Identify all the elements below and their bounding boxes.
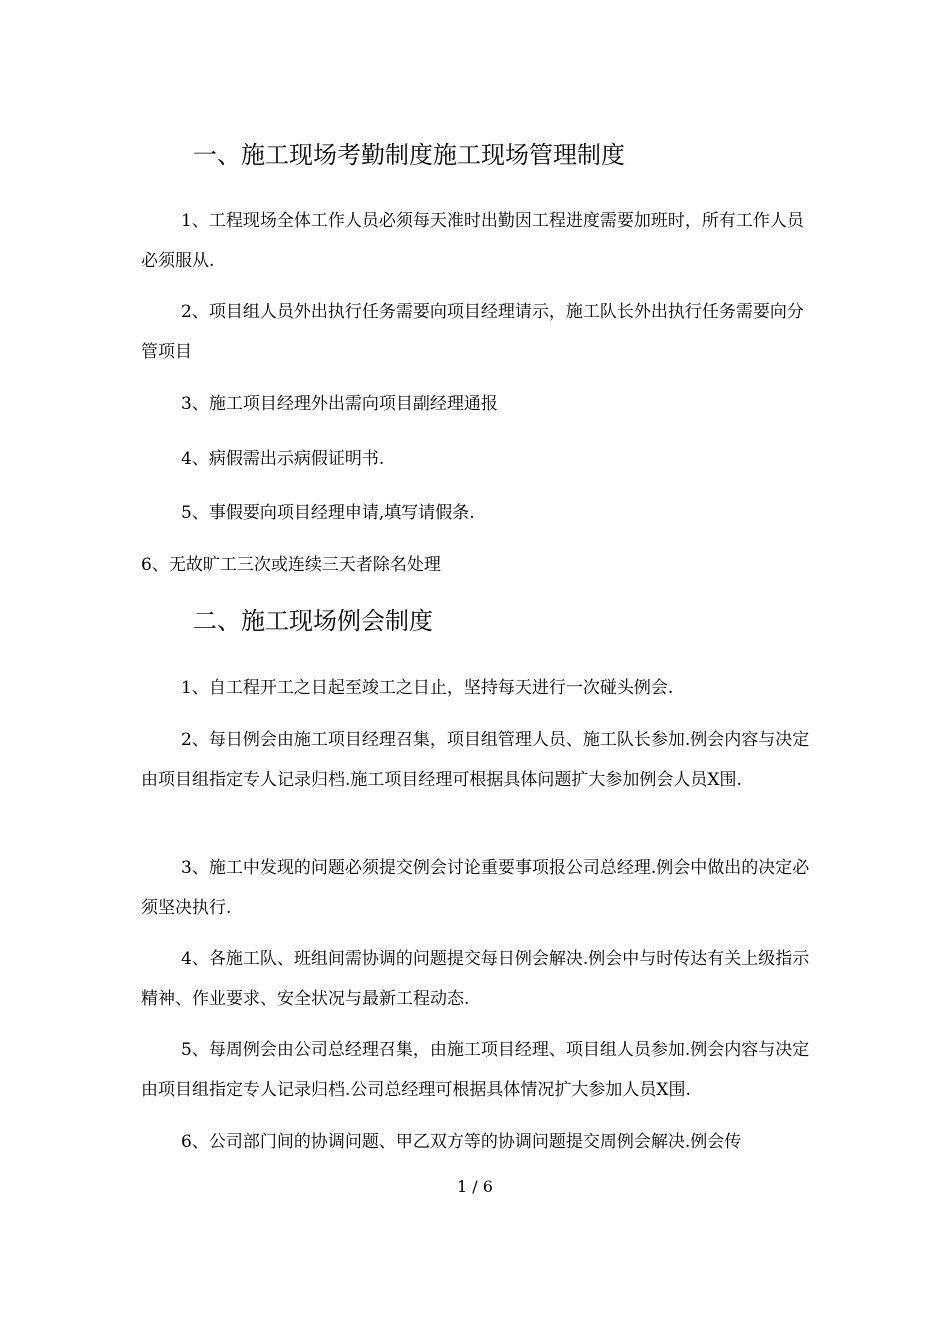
section-2-item-2: 2、每日例会由施工项目经理召集，项目组管理人员、施工队长参加.例会内容与决定由项目组指定专人记录归档.施工项目经理可根据具体问题扩大参加例会人员X围. — [141, 730, 810, 790]
section-2-item-6: 6、公司部门间的协调问题、甲乙双方等的协调问题提交周例会解决.例会传 — [181, 1132, 742, 1152]
section-1-item-2: 2、项目组人员外出执行任务需要向项目经理请示，施工队长外出执行任务需要向分管项目 — [141, 302, 804, 362]
section-1-item-3: 3、施工项目经理外出需向项目副经理通报 — [181, 394, 498, 414]
section-2-item-3: 3、施工中发现的问题必须提交例会讨论重要事项报公司总经理.例会中做出的决定必须坚决执行. — [141, 858, 810, 918]
section-2-item-4: 4、各施工队、班组间需协调的问题提交每日例会解决.例会中与时传达有关上级指示精神、作业要求、安全状况与最新工程动态. — [141, 949, 810, 1009]
section-1-item-1: 1、工程现场全体工作人员必须每天准时出勤因工程进度需要加班时，所有工作人员必须服从. — [141, 211, 804, 271]
section-2-item-1: 1、自工程开工之日起至竣工之日止，坚持每天进行一次碰头例会. — [181, 678, 674, 698]
section-1-item-5: 5、事假要向项目经理申请,填写请假条. — [181, 503, 475, 523]
section-1-item-6: 6、无故旷工三次或连续三天者除名处理 — [141, 555, 441, 575]
section-2-item-5: 5、每周例会由公司总经理召集，由施工项目经理、项目组人员参加.例会内容与决定由项目组指定专人记录归档.公司总经理可根据具体情况扩大参加人员X围. — [141, 1040, 810, 1100]
section-1-item-4: 4、病假需出示病假证明书. — [181, 449, 385, 469]
section-2-title: 二、施工现场例会制度 — [193, 607, 433, 635]
section-1-title: 一、施工现场考勤制度施工现场管理制度 — [193, 141, 625, 169]
page-number: 1 / 6 — [457, 1177, 493, 1196]
